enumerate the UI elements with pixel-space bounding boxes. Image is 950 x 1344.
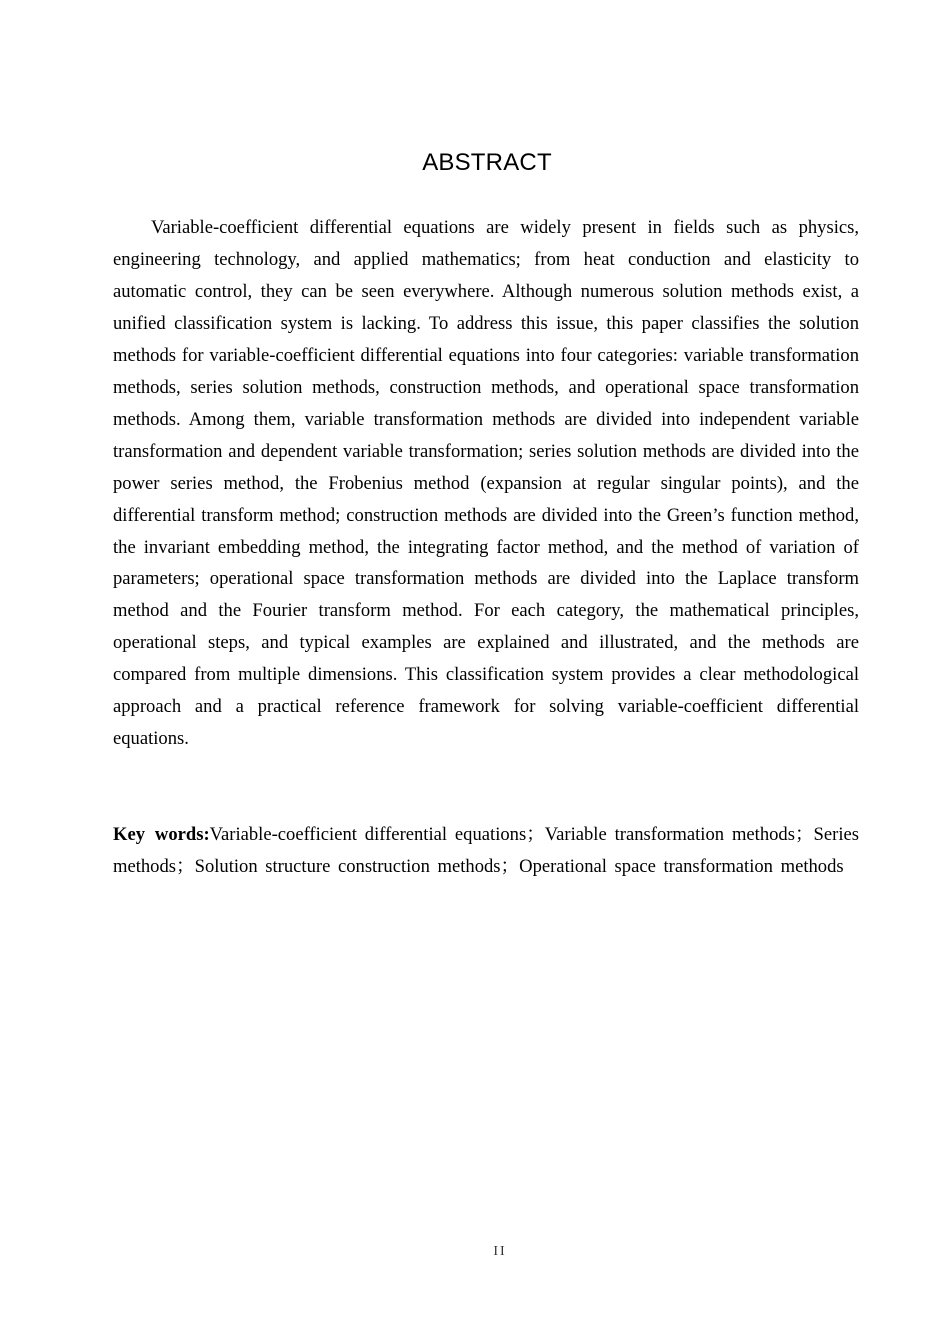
page-number: II	[493, 1244, 507, 1259]
abstract-paragraph: Variable-coefficient differential equations are widely present in fields such as physics, engineering technology, and applied mathematics; from heat conduction and elasticity to automatic control, they can be seen everywhere. Although numerous solution methods exist, a unified classification system is lacking. To address this issue, this paper classifies the solution methods for variable-coefficient differential equations into four categories: variable transformation methods, series solution methods, construction methods, and operational space transformation methods. Among them, variable transformation methods are divided into independent variable transformation and dependent variable transformation; series solution methods are divided into the power series method, the Frobenius method (expansion at regular singular points), and the differential transform method; construction methods are divided into the Green’s function method, the invariant embedding method, the integrating factor method, and the method of variation of parameters; operational space transformation methods are divided into the Laplace transform method and the Fourier transform method. For each category, the mathematical principles, operational steps, and typical examples are explained and illustrated, and the methods are compared from multiple dimensions. This classification system provides a clear methodological approach and a practical reference framework for solving variable-coefficient differential equations.	[113, 217, 859, 750]
keywords-label: Key words:	[113, 824, 210, 845]
keywords-text: Variable-coefficient differential equations；Variable transformation methods；Series methods；Solution structure construction methods；Operational space transformation methods	[113, 824, 859, 877]
keywords-paragraph	[113, 819, 859, 883]
abstract-title: ABSTRACT	[422, 149, 552, 176]
